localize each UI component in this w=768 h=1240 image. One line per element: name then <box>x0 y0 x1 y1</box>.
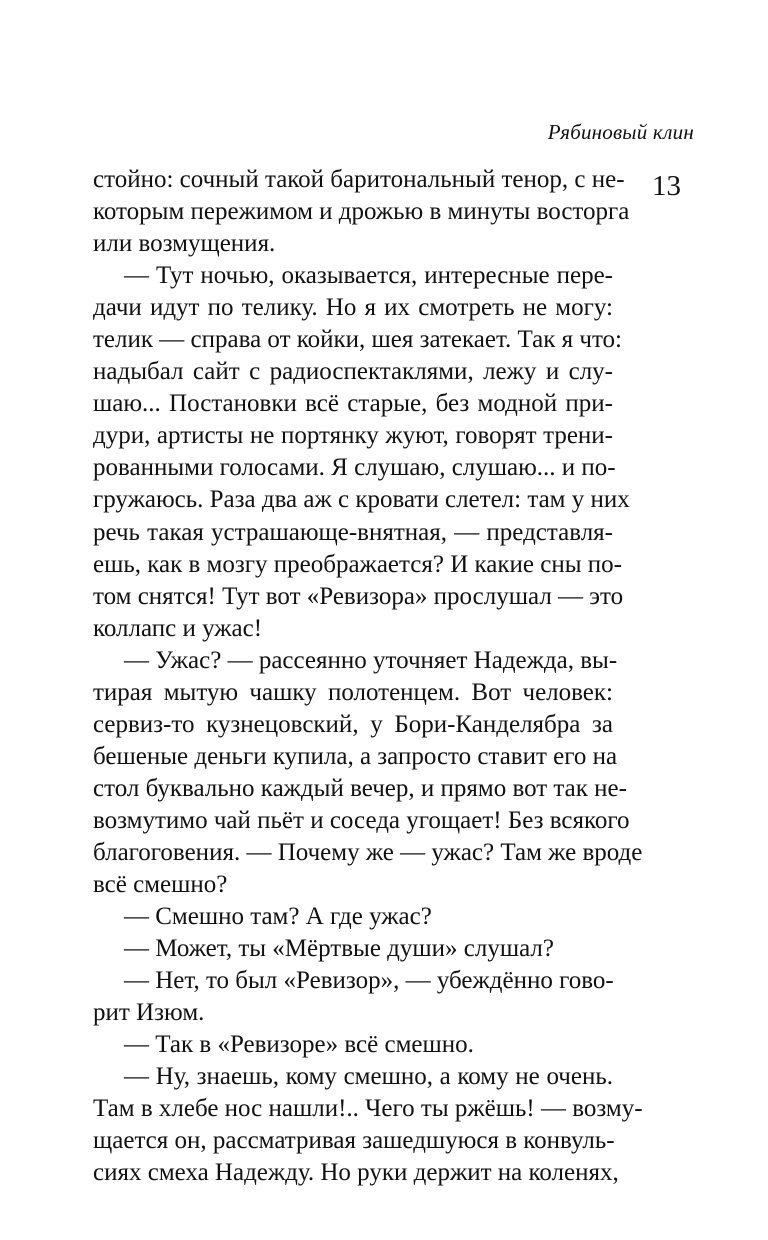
text-line: надыбал сайт с радиоспектаклями, лежу и слу- <box>93 358 613 386</box>
text-line: дачи идут по телику. Но я их смотреть не могу: <box>93 294 613 322</box>
text-line: всё смешно? <box>93 871 228 899</box>
text-line: гружаюсь. Раза два аж с кровати слетел: там у них <box>93 486 630 514</box>
running-title: Рябиновый клин <box>547 120 694 144</box>
text-line: речь такая устрашающе-внятная, — представля- <box>93 518 613 546</box>
text-line: которым пережимом и дрожью в минуты восторга <box>93 198 630 226</box>
text-line: сервиз-то кузнецовский, у Бори-Канделябра за <box>93 710 613 738</box>
text-line: тирая мытую чашку полотенцем. Вот человек: <box>93 678 613 706</box>
text-line: сиях смеха Надежду. Но руки держит на коленях, <box>93 1159 619 1187</box>
text-line: — Может, ты «Мёртвые души» слушал? <box>124 935 554 963</box>
text-line: благоговения. — Почему же — ужас? Там же вроде <box>93 838 643 866</box>
text-line: рит Изюм. <box>93 999 205 1027</box>
text-line: или возмущения. <box>93 230 276 258</box>
text-line: щается он, рассматривая зашедшуюся в конвуль- <box>93 1127 615 1155</box>
text-line: рованными голосами. Я слушаю, слушаю... и по- <box>93 454 616 482</box>
text-line: стойно: сочный такой баритональный тенор, с не- <box>93 166 625 193</box>
text-line: Там в хлебе нос нашли!.. Чего ты ржёшь! — возму- <box>93 1095 643 1123</box>
text-line: — Так в «Ревизоре» всё смешно. <box>124 1031 474 1059</box>
text-line: — Ну, знаешь, кому смешно, а кому не очень. <box>124 1063 613 1091</box>
text-line: ешь, как в мозгу преображается? И какие сны по- <box>93 550 622 578</box>
text-line: телик — справа от койки, шея затекает. Так я что: <box>93 326 622 354</box>
text-line: бешеные деньги купила, а запросто ставит его на <box>93 742 618 770</box>
text-line: — Ужас? — рассеянно уточняет Надежда, вы- <box>124 646 618 674</box>
text-line: возмутимо чай пьёт и соседа угощает! Без всякого <box>93 806 630 834</box>
body-text <box>93 164 643 1190</box>
page-number: 13 <box>652 170 681 202</box>
text-line: — Смешно там? А где ужас? <box>124 903 432 931</box>
text-line: дури, артисты не портянку жуют, говорят трени- <box>93 422 613 450</box>
text-line: — Тут ночью, оказывается, интересные пере- <box>124 262 613 290</box>
text-line: стол буквально каждый вечер, и прямо вот так не- <box>93 774 627 802</box>
text-line: том снятся! Тут вот «Ревизора» прослушал — это <box>93 582 624 610</box>
text-line: коллапс и ужас! <box>93 614 263 642</box>
text-line: — Нет, то был «Ревизор», — убеждённо гово- <box>124 967 614 995</box>
text-line: шаю... Постановки всё старые, без модной при- <box>93 390 613 418</box>
